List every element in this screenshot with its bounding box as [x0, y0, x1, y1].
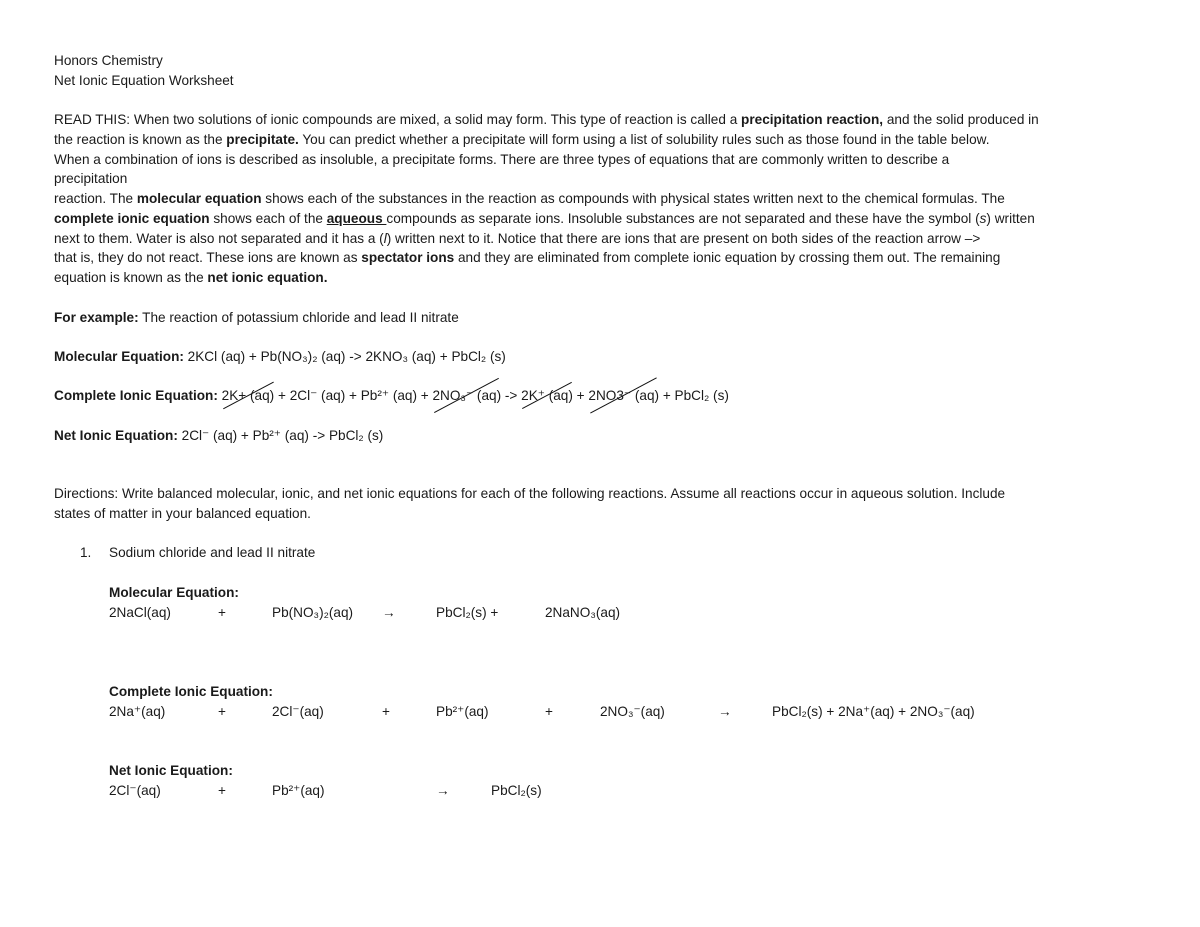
crossed-out-nitrate-ion-product: 2NO3⁻ (aq)	[588, 388, 660, 403]
eq-term: 2Cl⁻(aq)	[109, 783, 161, 798]
directions-line-2: states of matter in your balanced equation.	[54, 506, 311, 521]
eq-arrow: →	[382, 605, 396, 620]
molecular-equation-label: Molecular Equation:	[109, 585, 239, 600]
eq-term: 2NaCl(aq)	[109, 605, 171, 620]
course-title: Honors Chemistry	[54, 53, 163, 68]
eq-plus: +	[382, 704, 390, 719]
net-ionic-equation-label: Net Ionic Equation:	[109, 763, 233, 778]
intro-line-2: the reaction is known as the precipitate. You can predict whether a precipitate will form using a list of solubility rules such as those found in the table below.	[54, 132, 990, 147]
eq-plus: +	[218, 704, 226, 719]
eq-term: 2NO₃⁻(aq)	[600, 704, 665, 719]
eq-plus: +	[545, 704, 553, 719]
eq-plus: +	[218, 783, 226, 798]
intro-line-1: READ THIS: When two solutions of ionic compounds are mixed, a solid may form. This type of reaction is called a precipitation reaction, and the solid produced in	[54, 112, 1039, 127]
eq-term: PbCl₂(s) +	[436, 605, 499, 620]
intro-line-5: reaction. The molecular equation shows each of the substances in the reaction as compounds with physical states written next to the chemical formulas. The	[54, 191, 1005, 206]
eq-plus: +	[218, 605, 226, 620]
eq-arrow: →	[718, 704, 732, 719]
intro-line-7: next to them. Water is also not separated and it has a (l) written next to it. Notice that there are ions that are present on both sides of the reaction arrow –>	[54, 231, 981, 246]
directions-line-1: Directions: Write balanced molecular, ionic, and net ionic equations for each of the following reactions. Assume all reactions occur in aqueous solution. Include	[54, 486, 1006, 501]
intro-line-4: precipitation	[54, 171, 128, 186]
worksheet-title: Net Ionic Equation Worksheet	[54, 73, 234, 88]
eq-term: Pb(NO₃)₂(aq)	[272, 605, 354, 620]
problem-title: Sodium chloride and lead II nitrate	[109, 545, 316, 560]
eq-term: Pb²⁺(aq)	[436, 704, 489, 719]
eq-term: 2Na⁺(aq)	[109, 704, 166, 719]
example-net-ionic-equation: Net Ionic Equation: 2Cl⁻ (aq) + Pb²⁺ (aq) -> PbCl₂ (s)	[54, 428, 384, 443]
eq-term: Pb²⁺(aq)	[272, 783, 325, 798]
crossed-out-k-ion: 2K+ (aq)	[221, 388, 275, 403]
eq-term: 2NaNO₃(aq)	[545, 605, 621, 620]
problem-number: 1.	[80, 545, 92, 560]
example-line: For example: The reaction of potassium chloride and lead II nitrate	[54, 310, 459, 325]
intro-line-8: that is, they do not react. These ions are known as spectator ions and they are eliminated from complete ionic equation by crossing them out. The remaining	[54, 250, 1001, 265]
intro-line-3: When a combination of ions is described as insoluble, a precipitate forms. There are three types of equations that are commonly written to describe a	[54, 152, 950, 167]
eq-term: 2Cl⁻(aq)	[272, 704, 324, 719]
example-complete-ionic-equation: Complete Ionic Equation: 2K+ (aq) + 2Cl⁻ (aq) + Pb²⁺ (aq) + 2NO₃⁻ (aq) -> 2K⁺ (aq) + 2NO3⁻ (aq) + PbCl₂ (s)	[54, 388, 729, 403]
example-molecular-equation: Molecular Equation: 2KCl (aq) + Pb(NO₃)₂ (aq) -> 2KNO₃ (aq) + PbCl₂ (s)	[54, 349, 506, 364]
crossed-out-nitrate-ion: 2NO₃⁻ (aq)	[432, 388, 502, 403]
eq-arrow: →	[436, 783, 450, 798]
eq-term: PbCl₂(s) + 2Na⁺(aq) + 2NO₃⁻(aq)	[772, 704, 975, 719]
crossed-out-k-ion-product: 2K⁺ (aq)	[521, 388, 573, 403]
eq-term: PbCl₂(s)	[491, 783, 542, 798]
intro-line-6: complete ionic equation shows each of the aqueous compounds as separate ions. Insoluble substances are not separated and these have the symbol (s) written	[54, 211, 1035, 226]
complete-ionic-equation-label: Complete Ionic Equation:	[109, 684, 273, 699]
intro-line-9: equation is known as the net ionic equation.	[54, 270, 328, 285]
